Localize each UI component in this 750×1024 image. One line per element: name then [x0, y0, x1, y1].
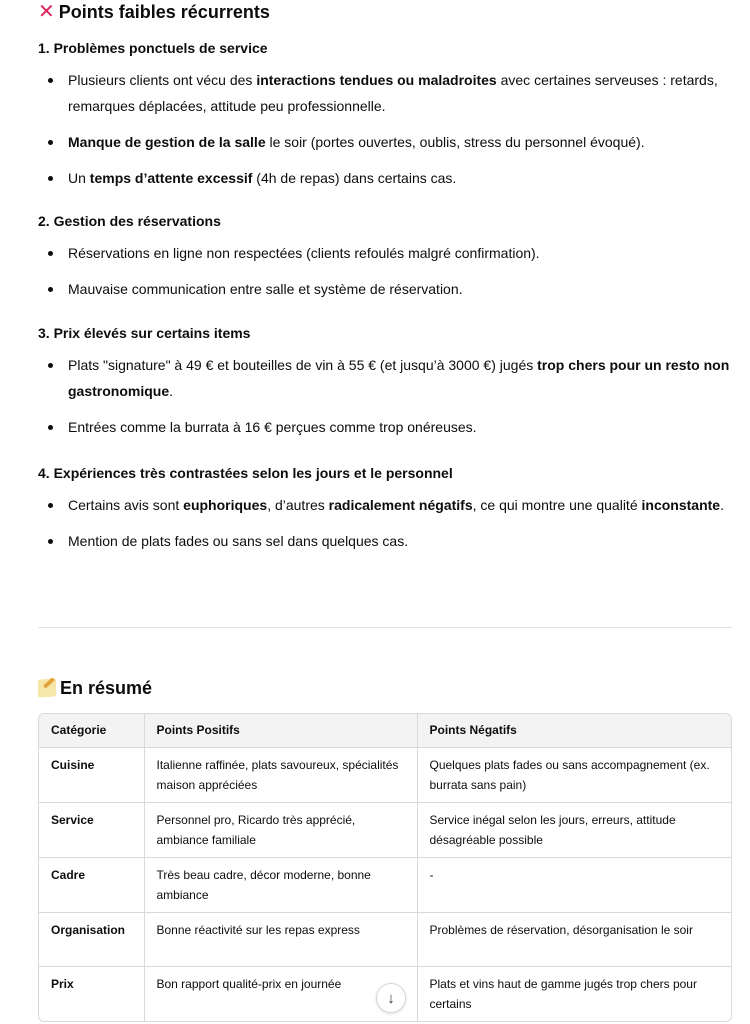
summary-title: [38, 676, 152, 700]
table-cell-negative: Plats et vins haut de gamme jugés trop chers pour certains: [417, 966, 731, 1021]
table-cell-positive: Bonne réactivité sur les repas express: [144, 912, 417, 966]
weak-points-title: [38, 0, 270, 24]
text-run: avec certaines serveuses : retards, remarques déplacées, attitude peu professionnelle.: [68, 72, 718, 114]
subsection-prices: [38, 323, 730, 440]
subsection-reservations: [38, 211, 730, 302]
table-row: [39, 912, 731, 966]
text-run: (4h de repas) dans certains cas.: [252, 170, 457, 186]
bold-text: euphoriques: [183, 497, 268, 513]
text-run: Mention de plats fades ou sans sel dans quelques cas.: [68, 533, 409, 549]
text-run: Mauvaise communication entre salle et système de réservation.: [68, 281, 463, 297]
text-run: .: [720, 497, 724, 513]
table-header-row: [39, 714, 731, 747]
text-run: Plusieurs clients ont vécu des: [68, 72, 257, 88]
subsection-service: [38, 38, 730, 191]
weak-points-title-text: Points faibles récurrents: [58, 2, 270, 22]
bullet-item: [38, 67, 730, 119]
table-cell-negative: Service inégal selon les jours, erreurs, attitude désagréable possible: [417, 802, 731, 857]
bullet-item: [38, 528, 730, 554]
text-run: , ce qui montre une qualité: [472, 497, 642, 513]
table-cell-positive: Italienne raffinée, plats savoureux, spécialités maison appréciées: [144, 747, 417, 802]
arrow-down-icon: ↓: [387, 989, 395, 1007]
bold-text: Manque de gestion de la salle: [68, 134, 266, 150]
bullet-item: [38, 414, 730, 440]
table-cell-negative: Quelques plats fades ou sans accompagnement (ex. burrata sans pain): [417, 747, 731, 802]
bold-text: inconstante: [641, 497, 721, 513]
bold-text: interactions tendues ou maladroites: [256, 72, 497, 88]
bullet-item: [38, 352, 730, 404]
table-row: [39, 747, 731, 802]
text-run: Réservations en ligne non respectées (clients refoulés malgré confirmation).: [68, 245, 540, 261]
subsection-heading: 4. Expériences très contrastées selon les jours et le personnel: [38, 465, 453, 481]
subsection-experiences: [38, 463, 730, 554]
memo-icon: [38, 678, 56, 697]
text-run: Un: [68, 170, 90, 186]
table-row: [39, 857, 731, 912]
text-run: , d’autres: [267, 497, 329, 513]
scroll-down-button[interactable]: [376, 983, 406, 1013]
table-cell-negative: Problèmes de réservation, désorganisation le soir: [417, 912, 731, 966]
text-run: Plats "signature" à 49 € et bouteilles de vin à 55 € (et jusqu’à 3000 €) jugés: [68, 357, 538, 373]
subsection-heading: 2. Gestion des réservations: [38, 213, 221, 229]
text-run: Entrées comme la burrata à 16 € perçues comme trop onéreuses.: [68, 419, 477, 435]
table-cell-positive: Bon rapport qualité-prix en journée: [144, 966, 417, 1021]
table-cell-negative: -: [417, 857, 731, 912]
bullet-item: [38, 129, 730, 155]
table-cell-category: Organisation: [39, 912, 144, 966]
divider: [38, 627, 732, 628]
subsection-heading: 3. Prix élevés sur certains items: [38, 325, 251, 341]
table-cell-positive: Très beau cadre, décor moderne, bonne ambiance: [144, 857, 417, 912]
text-run: le soir (portes ouvertes, oublis, stress du personnel évoqué).: [265, 134, 645, 150]
text-run: Certains avis sont: [68, 497, 184, 513]
bullet-item: [38, 276, 730, 302]
column-header-negative: Points Négatifs: [417, 714, 731, 747]
summary-title-text: En résumé: [60, 678, 153, 698]
bullet-item: [38, 240, 730, 266]
table-cell-positive: Personnel pro, Ricardo très apprécié, ambiance familiale: [144, 802, 417, 857]
summary-table: [38, 713, 732, 1022]
bold-text: radicalement négatifs: [328, 497, 473, 513]
bold-text: temps d’attente excessif: [89, 170, 253, 186]
table-cell-category: Prix: [51, 976, 74, 991]
bullet-item: [38, 165, 730, 191]
table-cell-category: Cadre: [39, 857, 144, 912]
column-header-category: Catégorie: [39, 714, 144, 747]
table-cell-category: Cuisine: [39, 747, 144, 802]
subsection-heading: 1. Problèmes ponctuels de service: [38, 40, 268, 56]
cross-mark-icon: ✕: [38, 1, 55, 23]
column-header-positive: Points Positifs: [144, 714, 417, 747]
bold-text: trop chers pour un resto non gastronomique: [68, 357, 730, 399]
table-row: [39, 802, 731, 857]
table-cell-category: Service: [39, 802, 144, 857]
text-run: .: [169, 383, 174, 399]
bullet-item: [38, 492, 730, 518]
